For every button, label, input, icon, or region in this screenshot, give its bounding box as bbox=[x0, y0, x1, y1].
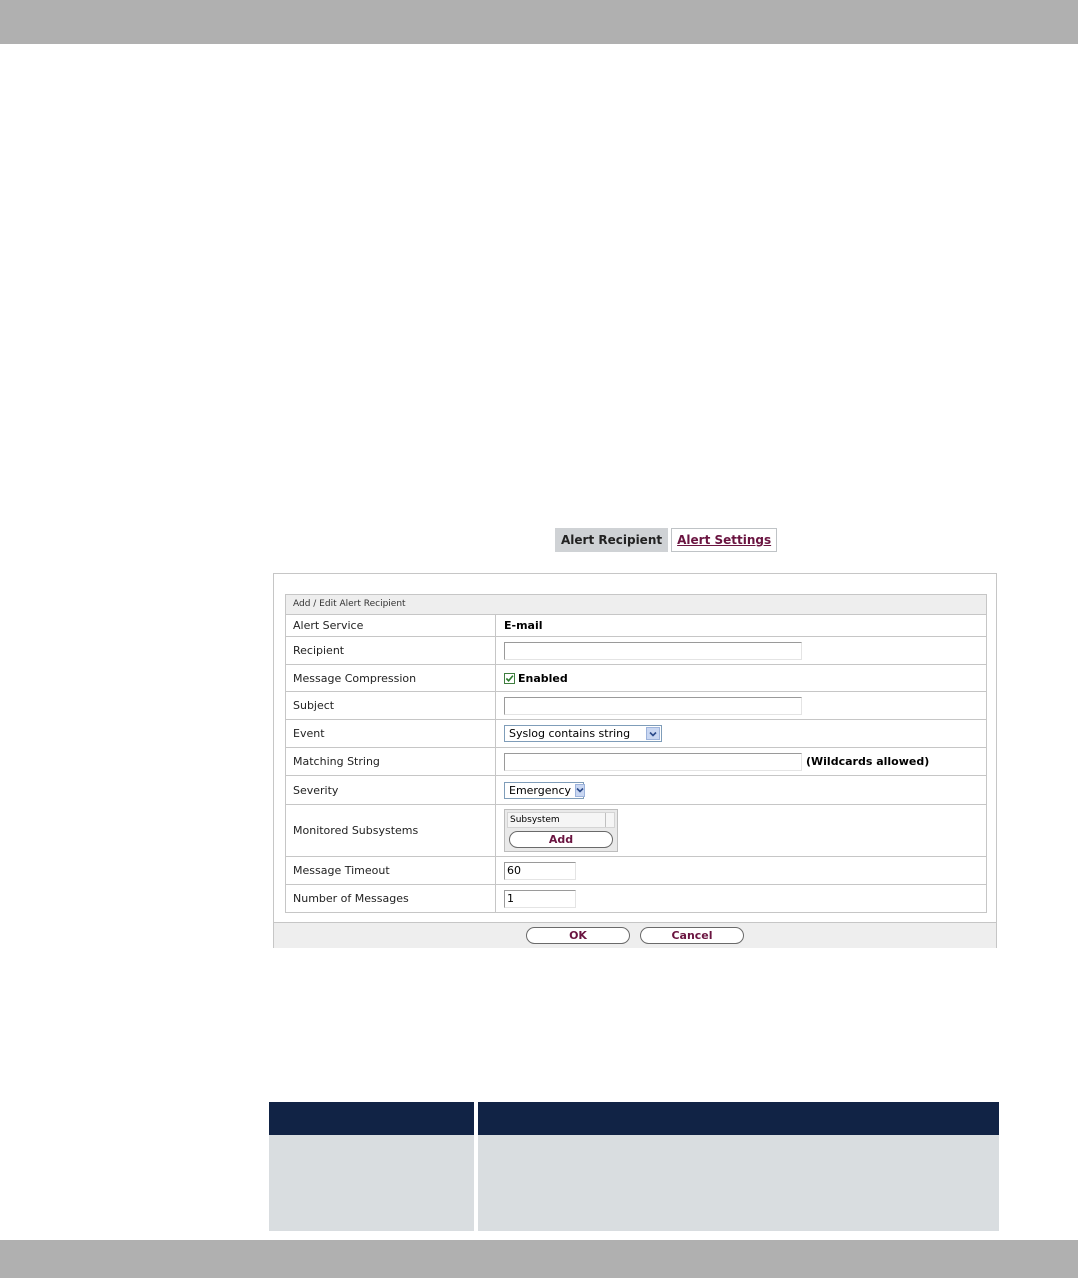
message-compression-option-label: Enabled bbox=[518, 671, 568, 685]
alert-recipient-panel bbox=[273, 573, 997, 948]
matching-string-label: Matching String bbox=[286, 748, 496, 775]
number-of-messages-input[interactable] bbox=[504, 890, 576, 908]
table-header-cell bbox=[269, 1102, 478, 1135]
row-message-timeout bbox=[286, 857, 986, 885]
row-severity bbox=[286, 776, 986, 805]
message-timeout-input[interactable] bbox=[504, 862, 576, 880]
chevron-down-icon[interactable] bbox=[646, 727, 660, 740]
table-cell bbox=[269, 1135, 478, 1231]
section-title: Add / Edit Alert Recipient bbox=[286, 595, 986, 615]
matching-string-input[interactable] bbox=[504, 753, 802, 771]
subject-label: Subject bbox=[286, 692, 496, 719]
row-alert-service bbox=[286, 615, 986, 637]
row-matching-string bbox=[286, 748, 986, 776]
event-label: Event bbox=[286, 720, 496, 747]
table-header bbox=[269, 1102, 999, 1135]
row-event bbox=[286, 720, 986, 748]
row-subject bbox=[286, 692, 986, 720]
severity-label: Severity bbox=[286, 776, 496, 804]
add-subsystem-button[interactable]: Add bbox=[509, 831, 613, 848]
ok-button[interactable]: OK bbox=[526, 927, 630, 944]
form-table bbox=[285, 594, 987, 913]
tab-bar bbox=[555, 528, 777, 552]
event-selected-value: Syslog contains string bbox=[509, 727, 631, 740]
table-row bbox=[269, 1135, 999, 1231]
row-number-of-messages bbox=[286, 885, 986, 912]
severity-selected-value: Emergency bbox=[509, 783, 572, 797]
row-recipient bbox=[286, 637, 986, 665]
chevron-down-icon[interactable] bbox=[575, 784, 585, 797]
bottom-bar bbox=[0, 1240, 1078, 1278]
alert-service-value: E-mail bbox=[504, 619, 543, 632]
subsystem-column-label: Subsystem bbox=[510, 815, 560, 825]
message-timeout-label: Message Timeout bbox=[286, 857, 496, 884]
row-message-compression bbox=[286, 665, 986, 692]
wildcards-hint: (Wildcards allowed) bbox=[806, 755, 930, 768]
description-table bbox=[269, 1102, 999, 1231]
cancel-button[interactable]: Cancel bbox=[640, 927, 744, 944]
subject-input[interactable] bbox=[504, 697, 802, 715]
subsystem-column-header bbox=[507, 812, 615, 828]
severity-select[interactable] bbox=[504, 782, 584, 799]
form-footer bbox=[274, 922, 996, 948]
subsystem-list bbox=[504, 809, 618, 852]
top-bar bbox=[0, 0, 1078, 44]
recipient-input[interactable] bbox=[504, 642, 802, 660]
monitored-subsystems-label: Monitored Subsystems bbox=[286, 805, 496, 856]
tab-alert-settings[interactable]: Alert Settings bbox=[671, 528, 777, 552]
recipient-label: Recipient bbox=[286, 637, 496, 664]
alert-service-label: Alert Service bbox=[286, 615, 496, 636]
event-select[interactable] bbox=[504, 725, 662, 742]
number-of-messages-label: Number of Messages bbox=[286, 885, 496, 912]
tab-alert-recipient[interactable]: Alert Recipient bbox=[555, 528, 668, 552]
message-compression-label: Message Compression bbox=[286, 665, 496, 691]
row-monitored-subsystems bbox=[286, 805, 986, 857]
checkmark-icon bbox=[505, 674, 514, 683]
message-compression-checkbox[interactable] bbox=[504, 673, 515, 684]
